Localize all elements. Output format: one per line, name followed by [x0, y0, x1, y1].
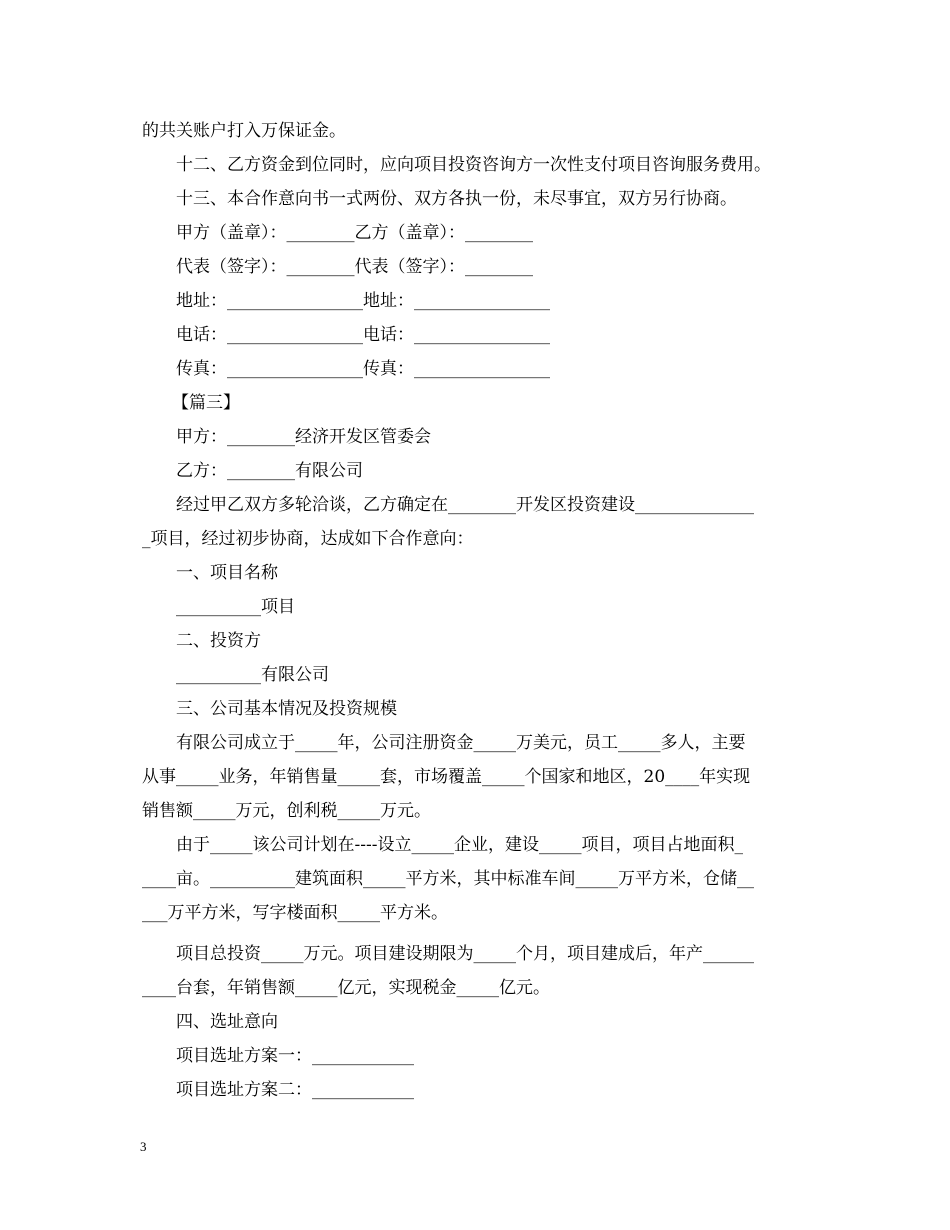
heading-site-selection: 四、选址意向 — [176, 1012, 278, 1032]
clause-12: 十二、乙方资金到位同时，应向项目投资咨询方一次性支付项目咨询服务费用。 — [176, 155, 771, 175]
page-number: 3 — [140, 1139, 147, 1154]
heading-company-info: 三、公司基本情况及投资规模 — [176, 699, 397, 719]
project-name-line: __________项目 — [176, 597, 295, 617]
site-option-2: 项目选址方案二：____________ — [176, 1080, 414, 1100]
party-a-line: 甲方：________经济开发区管委会 — [176, 427, 431, 447]
address-line: 地址：________________地址：________________ — [176, 291, 550, 311]
paragraph-line: 有限公司成立于_____年，公司注册资金_____万美元，员工_____多人，主要 — [176, 733, 746, 753]
paragraph-line: 项目总投资_____万元。项目建设期限为_____个月，项目建成后，年产______ — [176, 944, 754, 964]
paragraph-line: ___万平方米，写字楼面积_____平方米。 — [142, 903, 448, 923]
site-option-1: 项目选址方案一：____________ — [176, 1046, 414, 1066]
paragraph-line: 由于_____该公司计划在----设立_____企业，建设_____项目，项目占地面积_ — [176, 835, 743, 855]
clause-13: 十三、本合作意向书一式两份、双方各执一份，未尽事宜，双方另行协商。 — [176, 189, 737, 209]
section-heading: 【篇三】 — [172, 393, 240, 413]
paragraph-line: ____台套，年销售额_____亿元，实现税金_____亿元。 — [142, 978, 550, 998]
paragraph-line: 从事_____业务，年销售量_____套，市场覆盖_____个国家和地区，20____年实现 — [142, 767, 751, 787]
phone-line: 电话：________________电话：________________ — [176, 325, 550, 345]
signature-rep-line: 代表（签字）：________代表（签字）：________ — [176, 257, 533, 277]
heading-project-name: 一、项目名称 — [176, 563, 278, 583]
investor-line: __________有限公司 — [176, 665, 329, 685]
text-line: 的共关账户打入万保证金。 — [142, 121, 346, 141]
party-b-line: 乙方：________有限公司 — [176, 461, 363, 481]
paragraph-line: ____亩。__________建筑面积_____平方米，其中标准车间_____万平方米，仓储__ — [142, 869, 754, 889]
paragraph-line: 销售额_____万元，创利税_____万元。 — [142, 801, 431, 821]
paragraph-line: _项目，经过初步协商，达成如下合作意向： — [142, 529, 474, 549]
fax-line: 传真：________________传真：________________ — [176, 359, 550, 379]
signature-seal-line: 甲方（盖章）：________乙方（盖章）：________ — [176, 223, 533, 243]
heading-investor: 二、投资方 — [176, 631, 261, 651]
paragraph-line: 经过甲乙双方多轮洽谈，乙方确定在________开发区投资建设______________ — [176, 495, 754, 515]
